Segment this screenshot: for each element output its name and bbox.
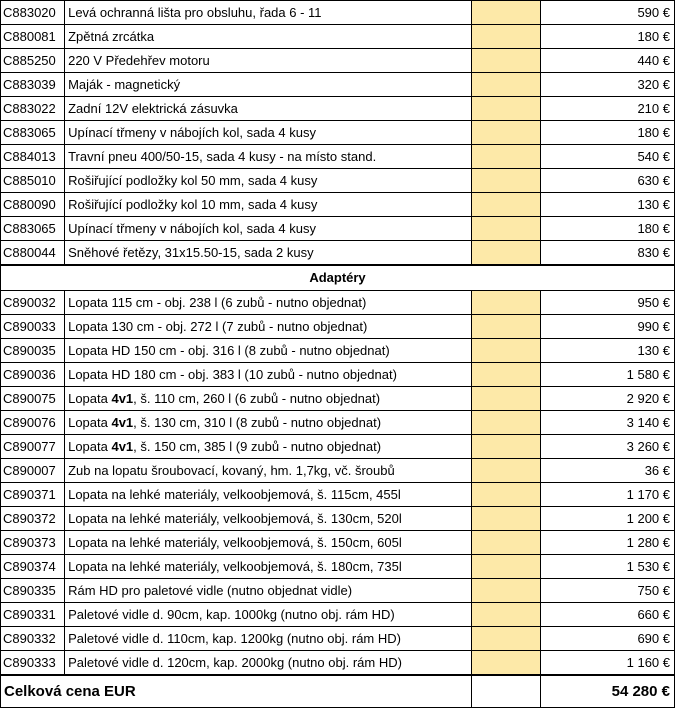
item-price: 130 € xyxy=(540,339,674,363)
table-row xyxy=(1,193,675,217)
item-description: Rošiřující podložky kol 10 mm, sada 4 kusy xyxy=(65,193,472,217)
quantity-input-cell[interactable] xyxy=(471,339,540,363)
item-code: C890374 xyxy=(1,555,65,579)
table-row xyxy=(1,169,675,193)
quantity-input-cell[interactable] xyxy=(471,145,540,169)
quantity-input-cell[interactable] xyxy=(471,411,540,435)
item-price: 3 260 € xyxy=(540,435,674,459)
item-description: Rám HD pro paletové vidle (nutno objednat vidle) xyxy=(65,579,472,603)
quantity-input-cell[interactable] xyxy=(471,603,540,627)
item-code: C884013 xyxy=(1,145,65,169)
quantity-input-cell[interactable] xyxy=(471,121,540,145)
table-row xyxy=(1,483,675,507)
total-label: Celková cena EUR xyxy=(1,675,472,708)
quantity-input-cell[interactable] xyxy=(471,555,540,579)
table-row xyxy=(1,651,675,676)
item-code: C890333 xyxy=(1,651,65,676)
item-code: C890035 xyxy=(1,339,65,363)
item-price: 1 280 € xyxy=(540,531,674,555)
item-code: C883065 xyxy=(1,121,65,145)
section-adaptery xyxy=(1,265,675,291)
item-code: C890075 xyxy=(1,387,65,411)
item-description: Lopata na lehké materiály, velkoobjemová, š. 130cm, 520l xyxy=(65,507,472,531)
table-row xyxy=(1,627,675,651)
item-price: 1 200 € xyxy=(540,507,674,531)
item-description: Paletové vidle d. 90cm, kap. 1000kg (nutno obj. rám HD) xyxy=(65,603,472,627)
adapter-rows xyxy=(1,291,675,676)
item-code: C890007 xyxy=(1,459,65,483)
item-code: C890032 xyxy=(1,291,65,315)
item-price: 630 € xyxy=(540,169,674,193)
item-description: Sněhové řetězy, 31x15.50-15, sada 2 kusy xyxy=(65,241,472,266)
item-price: 440 € xyxy=(540,49,674,73)
desc-model: 4v1 xyxy=(111,414,134,430)
table-row xyxy=(1,603,675,627)
table-row xyxy=(1,555,675,579)
item-price: 830 € xyxy=(540,241,674,266)
quantity-input-cell[interactable] xyxy=(471,651,540,676)
item-code: C890036 xyxy=(1,363,65,387)
item-price: 750 € xyxy=(540,579,674,603)
quantity-input-cell[interactable] xyxy=(471,169,540,193)
item-description: Upínací třmeny v nábojích kol, sada 4 kusy xyxy=(65,217,472,241)
table-row xyxy=(1,25,675,49)
quantity-input-cell[interactable] xyxy=(471,291,540,315)
item-price: 590 € xyxy=(540,1,674,25)
item-description xyxy=(65,411,472,435)
item-description: Paletové vidle d. 120cm, kap. 2000kg (nutno obj. rám HD) xyxy=(65,651,472,676)
table-row xyxy=(1,411,675,435)
table-row xyxy=(1,363,675,387)
item-code: C890332 xyxy=(1,627,65,651)
table-row xyxy=(1,507,675,531)
desc-model: 4v1 xyxy=(111,390,134,406)
desc-prefix: Lopata xyxy=(68,438,112,454)
quantity-input-cell[interactable] xyxy=(471,217,540,241)
item-description: Upínací třmeny v nábojích kol, sada 4 kusy xyxy=(65,121,472,145)
item-code: C890371 xyxy=(1,483,65,507)
item-description: Lopata na lehké materiály, velkoobjemová, š. 150cm, 605l xyxy=(65,531,472,555)
item-price: 3 140 € xyxy=(540,411,674,435)
table-row xyxy=(1,217,675,241)
item-code: C883020 xyxy=(1,1,65,25)
quantity-input-cell[interactable] xyxy=(471,193,540,217)
item-description: Lopata 130 cm - obj. 272 l (7 zubů - nutno objednat) xyxy=(65,315,472,339)
quantity-input-cell[interactable] xyxy=(471,531,540,555)
quantity-input-cell[interactable] xyxy=(471,25,540,49)
section-title: Adaptéry xyxy=(1,265,675,291)
total-qty-cell xyxy=(471,675,540,708)
quantity-input-cell[interactable] xyxy=(471,579,540,603)
item-code: C880044 xyxy=(1,241,65,266)
table-row xyxy=(1,531,675,555)
item-code: C880081 xyxy=(1,25,65,49)
item-price: 990 € xyxy=(540,315,674,339)
item-price: 180 € xyxy=(540,217,674,241)
item-code: C890372 xyxy=(1,507,65,531)
quantity-input-cell[interactable] xyxy=(471,1,540,25)
desc-prefix: Lopata xyxy=(68,390,112,406)
item-code: C890373 xyxy=(1,531,65,555)
item-code: C880090 xyxy=(1,193,65,217)
quantity-input-cell[interactable] xyxy=(471,73,540,97)
item-price: 1 170 € xyxy=(540,483,674,507)
item-price: 1 160 € xyxy=(540,651,674,676)
item-description xyxy=(65,435,472,459)
table-row xyxy=(1,315,675,339)
item-description: Levá ochranná lišta pro obsluhu, řada 6 - 11 xyxy=(65,1,472,25)
quantity-input-cell[interactable] xyxy=(471,315,540,339)
item-description: Paletové vidle d. 110cm, kap. 1200kg (nutno obj. rám HD) xyxy=(65,627,472,651)
item-description: Zadní 12V elektrická zásuvka xyxy=(65,97,472,121)
quantity-input-cell[interactable] xyxy=(471,49,540,73)
table-row xyxy=(1,145,675,169)
table-row xyxy=(1,579,675,603)
total-value: 54 280 € xyxy=(540,675,674,708)
quantity-input-cell[interactable] xyxy=(471,387,540,411)
accessories-rows xyxy=(1,1,675,266)
quantity-input-cell[interactable] xyxy=(471,435,540,459)
item-price: 180 € xyxy=(540,121,674,145)
item-code: C890331 xyxy=(1,603,65,627)
item-price: 2 920 € xyxy=(540,387,674,411)
item-code: C890076 xyxy=(1,411,65,435)
section-header-row xyxy=(1,265,675,291)
item-code: C883039 xyxy=(1,73,65,97)
item-price: 1 530 € xyxy=(540,555,674,579)
quantity-input-cell[interactable] xyxy=(471,97,540,121)
item-price: 36 € xyxy=(540,459,674,483)
item-price: 660 € xyxy=(540,603,674,627)
item-description: Zub na lopatu šroubovací, kovaný, hm. 1,7kg, vč. šroubů xyxy=(65,459,472,483)
table-row xyxy=(1,459,675,483)
item-price: 1 580 € xyxy=(540,363,674,387)
desc-rest: , š. 130 cm, 310 l (8 zubů - nutno objednat) xyxy=(133,414,382,430)
item-code: C885250 xyxy=(1,49,65,73)
desc-model: 4v1 xyxy=(111,438,134,454)
item-description: Lopata 115 cm - obj. 238 l (6 zubů - nutno objednat) xyxy=(65,291,472,315)
desc-rest: , š. 110 cm, 260 l (6 zubů - nutno objednat) xyxy=(133,390,381,406)
table-row xyxy=(1,97,675,121)
item-description: Lopata HD 150 cm - obj. 316 l (8 zubů - nutno objednat) xyxy=(65,339,472,363)
table-row xyxy=(1,435,675,459)
table-row xyxy=(1,387,675,411)
item-description: Lopata na lehké materiály, velkoobjemová, š. 115cm, 455l xyxy=(65,483,472,507)
table-row xyxy=(1,73,675,97)
item-price: 210 € xyxy=(540,97,674,121)
item-description: Zpětná zrcátka xyxy=(65,25,472,49)
quantity-input-cell[interactable] xyxy=(471,627,540,651)
quantity-input-cell[interactable] xyxy=(471,459,540,483)
item-price: 950 € xyxy=(540,291,674,315)
table-row xyxy=(1,241,675,266)
table-row xyxy=(1,339,675,363)
quantity-input-cell[interactable] xyxy=(471,507,540,531)
table-row xyxy=(1,1,675,25)
item-price: 320 € xyxy=(540,73,674,97)
item-price: 690 € xyxy=(540,627,674,651)
total-section xyxy=(1,675,675,708)
item-description: Lopata na lehké materiály, velkoobjemová, š. 180cm, 735l xyxy=(65,555,472,579)
item-code: C883065 xyxy=(1,217,65,241)
total-row xyxy=(1,675,675,708)
item-price: 180 € xyxy=(540,25,674,49)
table-row xyxy=(1,49,675,73)
desc-prefix: Lopata xyxy=(68,414,112,430)
item-description: 220 V Předehřev motoru xyxy=(65,49,472,73)
item-description: Maják - magnetický xyxy=(65,73,472,97)
item-price: 130 € xyxy=(540,193,674,217)
quantity-input-cell[interactable] xyxy=(471,483,540,507)
quantity-input-cell[interactable] xyxy=(471,363,540,387)
table-row xyxy=(1,291,675,315)
table-row xyxy=(1,121,675,145)
item-code: C885010 xyxy=(1,169,65,193)
desc-rest: , š. 150 cm, 385 l (9 zubů - nutno objednat) xyxy=(133,438,382,454)
item-code: C890335 xyxy=(1,579,65,603)
item-description: Rošiřující podložky kol 50 mm, sada 4 kusy xyxy=(65,169,472,193)
item-description xyxy=(65,387,472,411)
item-code: C890077 xyxy=(1,435,65,459)
item-code: C883022 xyxy=(1,97,65,121)
item-description: Lopata HD 180 cm - obj. 383 l (10 zubů - nutno objednat) xyxy=(65,363,472,387)
quantity-input-cell[interactable] xyxy=(471,241,540,266)
item-description: Travní pneu 400/50-15, sada 4 kusy - na místo stand. xyxy=(65,145,472,169)
item-code: C890033 xyxy=(1,315,65,339)
item-price: 540 € xyxy=(540,145,674,169)
